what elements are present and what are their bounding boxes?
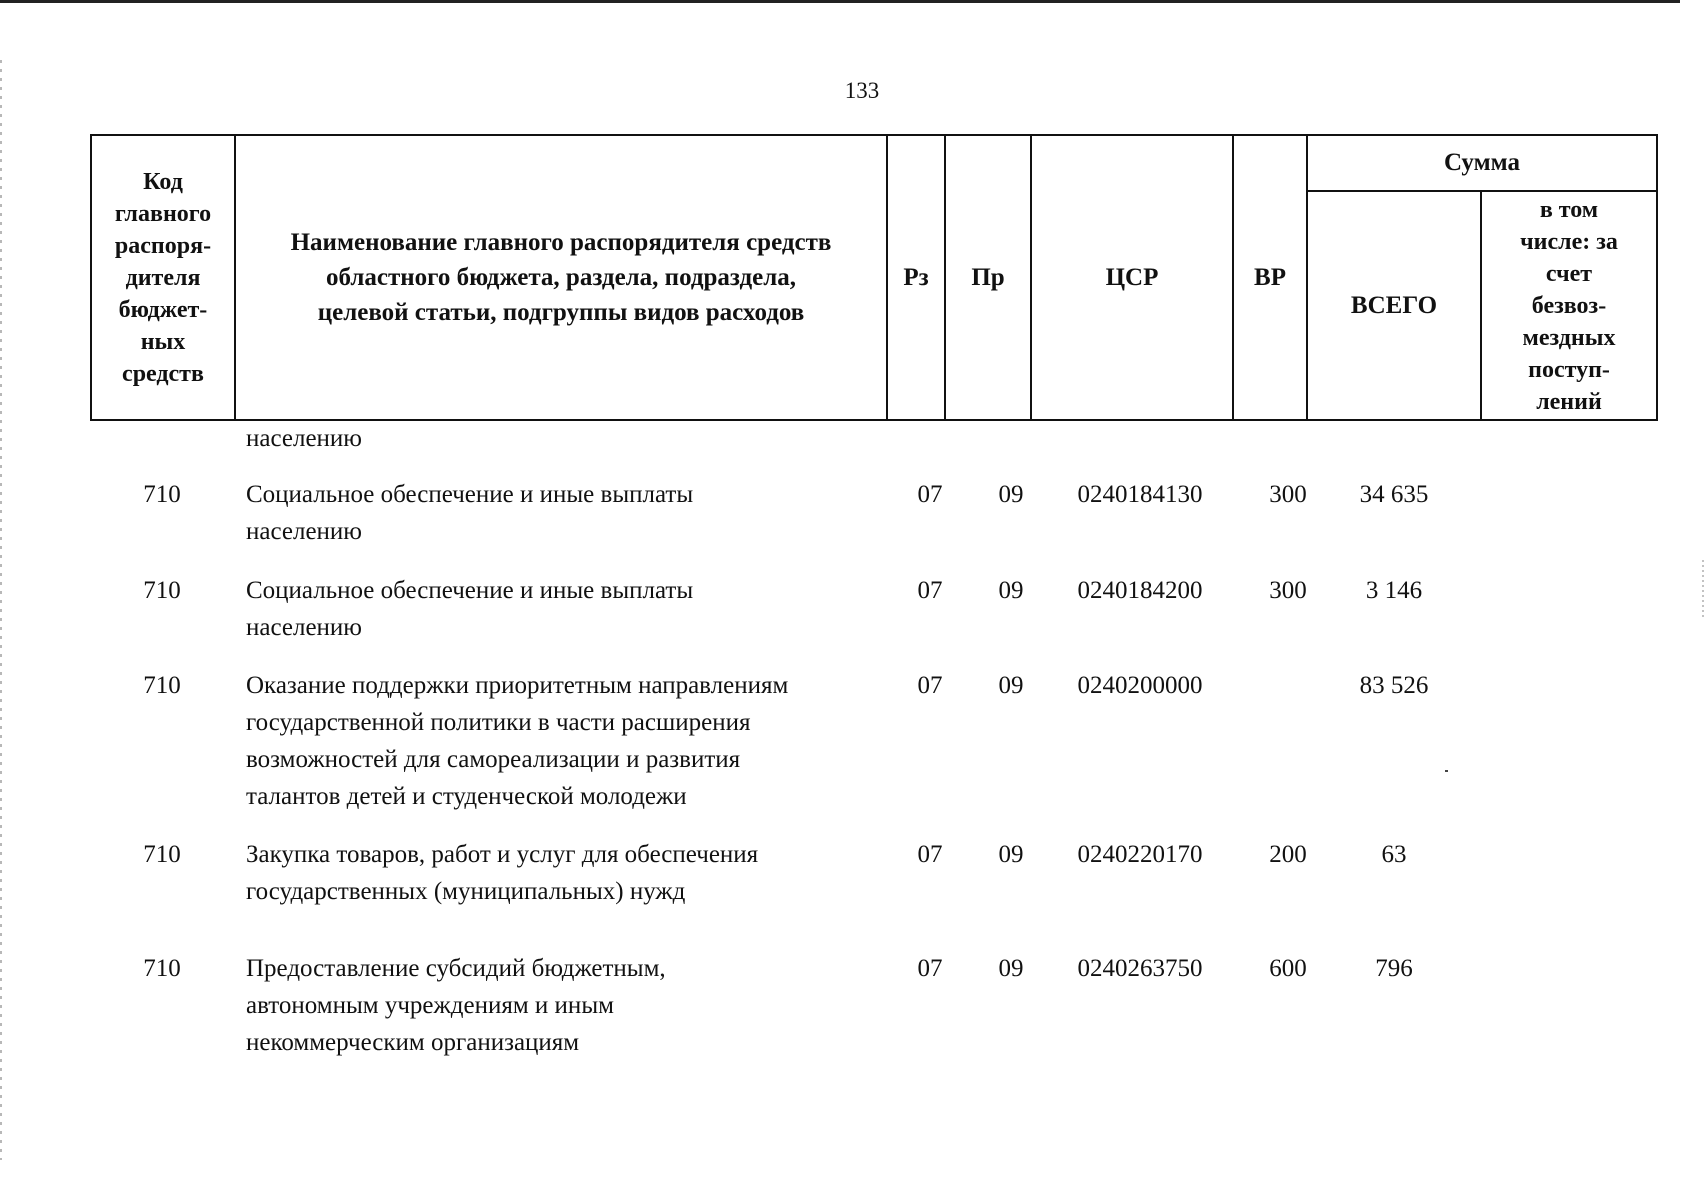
row-name (246, 572, 966, 646)
row-name-line: Закупка товаров, работ и услуг для обеспечения (246, 841, 759, 868)
row-vr: 300 (1269, 577, 1307, 604)
row-rz: 07 (917, 577, 943, 604)
row-total: 3 146 (1365, 577, 1423, 604)
row-name-line: Социальное обеспечение и иные выплаты (246, 577, 694, 604)
header-pr: Пр (945, 135, 1031, 420)
header-grant-line: безвоз- (1531, 292, 1607, 319)
header-grant-line: числе: за (1520, 228, 1618, 255)
header-code-line: бюджет- (118, 296, 208, 323)
header-name-line: целевой статьи, подгруппы видов расходов (317, 299, 805, 326)
row-pr: 09 (998, 955, 1024, 982)
row-csr: 0240200000 (1077, 672, 1203, 699)
scan-left-edge (0, 60, 2, 1160)
row-csr: 0240263750 (1077, 955, 1203, 982)
row-total: 796 (1375, 955, 1413, 982)
header-grant-line: счет (1545, 260, 1593, 287)
header-code-line: Код (143, 168, 183, 195)
table-body (90, 420, 1656, 1120)
header-code-line: дителя (125, 264, 201, 291)
header-name-line: Наименование главного распорядителя средств (290, 229, 832, 256)
header-grant-line: поступ- (1528, 356, 1610, 383)
row-name-line: населению (246, 425, 362, 452)
page-number: 133 (844, 78, 880, 103)
row-code: 710 (143, 841, 181, 868)
row-vr: 300 (1269, 481, 1307, 508)
row-total: 34 635 (1359, 481, 1429, 508)
row-name-line: государственной политики в части расширения (246, 709, 751, 736)
header-rz: Рз (887, 135, 945, 420)
row-pr: 09 (998, 481, 1024, 508)
row-csr: 0240184200 (1077, 577, 1203, 604)
header-csr: ЦСР (1031, 135, 1233, 420)
scan-speck (1445, 770, 1448, 772)
row-name-line: Предоставление субсидий бюджетным, (246, 955, 666, 982)
header-grant (1481, 191, 1657, 420)
row-code: 710 (143, 481, 181, 508)
row-name-line: некоммерческим организациям (246, 1029, 580, 1056)
row-name (246, 476, 966, 550)
row-csr: 0240220170 (1077, 841, 1203, 868)
row-vr: 600 (1269, 955, 1307, 982)
table-header (90, 134, 1658, 421)
row-name-line: Социальное обеспечение и иные выплаты (246, 481, 694, 508)
row-pr: 09 (998, 841, 1024, 868)
row-name (246, 420, 966, 457)
row-rz: 07 (917, 841, 943, 868)
header-code-line: средств (122, 360, 204, 387)
header-name-line: областного бюджета, раздела, подраздела, (325, 264, 797, 291)
row-pr: 09 (998, 672, 1024, 699)
row-rz: 07 (917, 672, 943, 699)
header-name (235, 135, 887, 420)
row-name (246, 836, 966, 910)
header-vr: ВР (1233, 135, 1307, 420)
row-pr: 09 (998, 577, 1024, 604)
row-name-line: возможностей для самореализации и развития (246, 746, 741, 773)
row-name-line: талантов детей и студенческой молодежи (246, 783, 687, 810)
header-grant-line: в том (1539, 196, 1599, 223)
row-name-line: Оказание поддержки приоритетным направлениям (246, 672, 789, 699)
scan-top-rule (0, 0, 1680, 3)
row-code: 710 (143, 577, 181, 604)
row-name (246, 667, 966, 815)
row-total: 63 (1381, 841, 1407, 868)
header-total: ВСЕГО (1307, 191, 1481, 420)
row-name-line: государственных (муниципальных) нужд (246, 878, 686, 905)
row-code: 710 (143, 672, 181, 699)
header-code (91, 135, 235, 420)
header-grant-line: лений (1536, 388, 1602, 415)
scan-right-edge (1702, 560, 1704, 620)
row-name-line: населению (246, 518, 362, 545)
row-csr: 0240184130 (1077, 481, 1203, 508)
header-code-line: главного (114, 200, 212, 227)
row-name-line: автономным учреждениям и иным (246, 992, 614, 1019)
row-name (246, 950, 966, 1061)
header-sum: Сумма (1307, 135, 1657, 191)
row-rz: 07 (917, 955, 943, 982)
row-vr: 200 (1269, 841, 1307, 868)
header-code-line: ных (140, 328, 186, 355)
row-code: 710 (143, 955, 181, 982)
header-grant-line: мездных (1522, 324, 1616, 351)
row-name-line: населению (246, 614, 362, 641)
row-rz: 07 (917, 481, 943, 508)
header-code-line: распоря- (114, 232, 212, 259)
row-total: 83 526 (1359, 672, 1429, 699)
